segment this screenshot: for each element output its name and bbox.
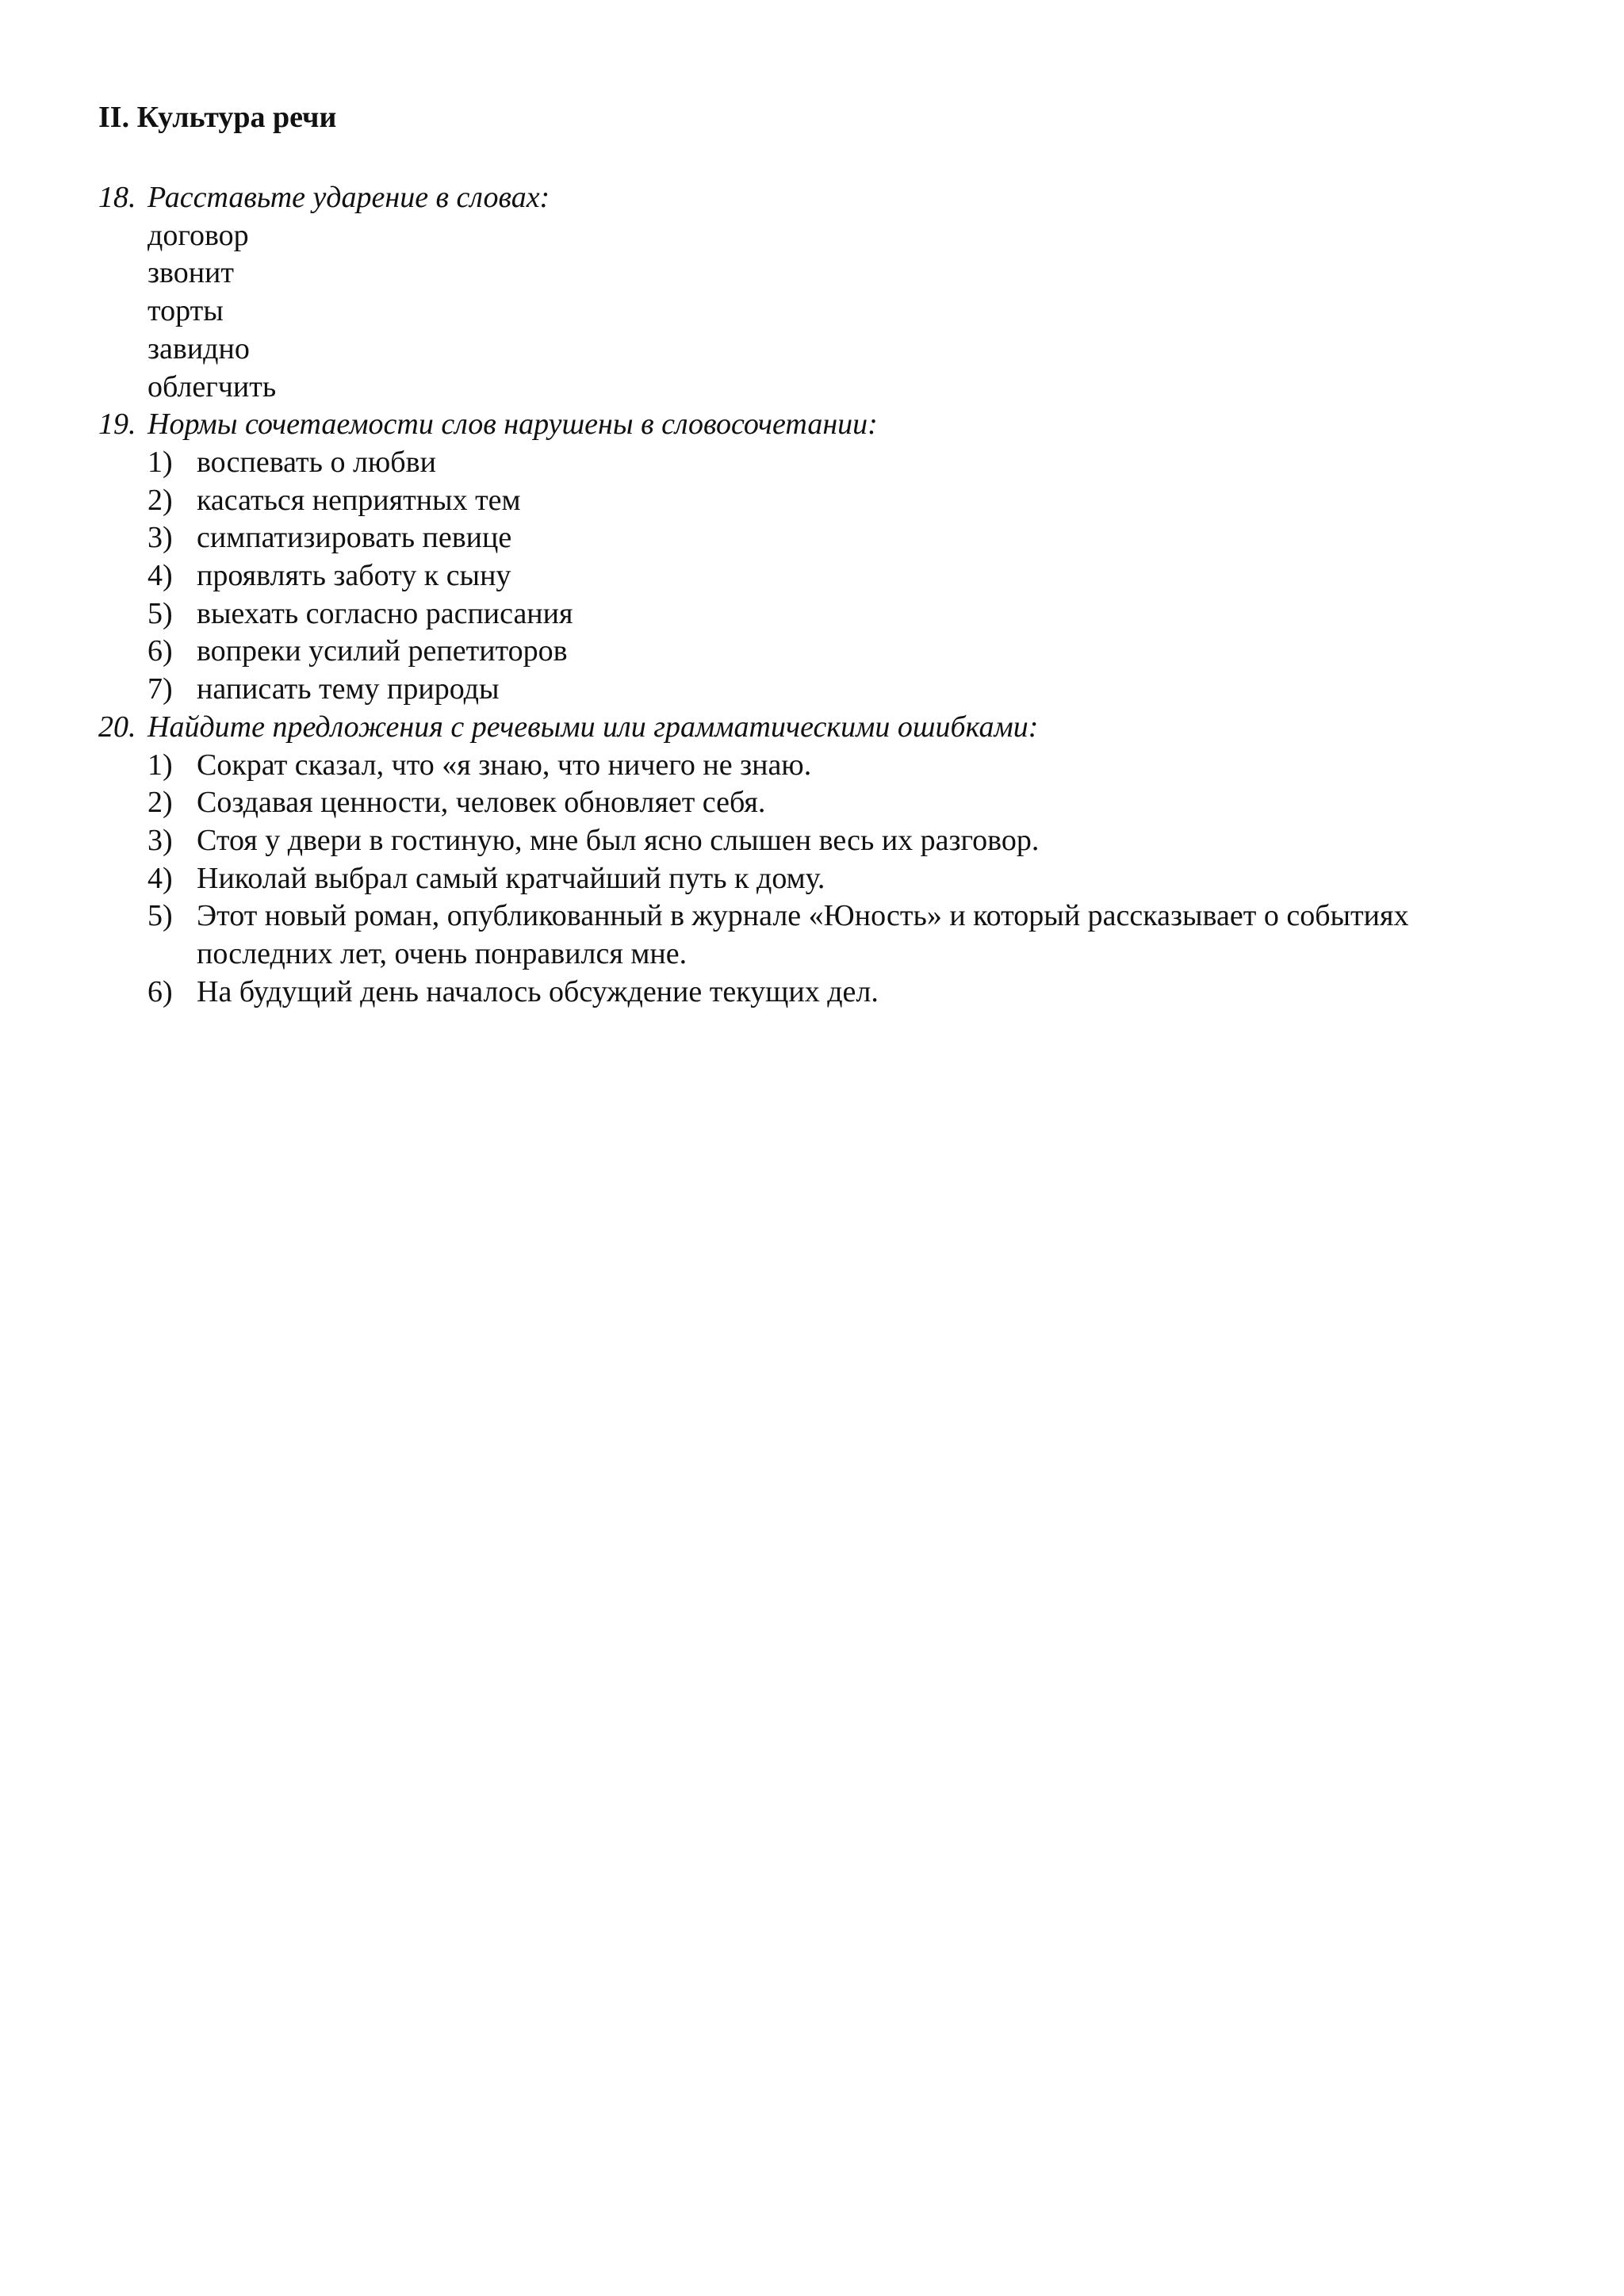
word-item: звонит (147, 256, 234, 290)
option-number: 5) (147, 899, 173, 933)
question-18-prompt (98, 179, 1549, 217)
option-item (98, 860, 1549, 898)
option-item (98, 897, 1549, 973)
option-item (98, 784, 1549, 822)
page-content (98, 94, 1549, 1011)
option-number: 5) (147, 596, 173, 630)
option-text: Этот новый роман, опубликованный в журнале «Юность» и который рассказывает о событиях последних лет, очень понравился мне. (197, 899, 1409, 971)
question-19-text: Нормы сочетаемости слов нарушены в словосочетании: (147, 408, 878, 442)
option-number: 4) (147, 861, 173, 895)
question-18-word-list (98, 217, 1549, 407)
word-item: торты (147, 294, 224, 328)
word-item: завидно (147, 331, 250, 365)
option-text: Стоя у двери в гостиную, мне был ясно слышен весь их разговор. (197, 823, 1040, 857)
option-item (98, 633, 1549, 671)
option-item (98, 557, 1549, 595)
option-item (98, 974, 1549, 1012)
question-19-options (98, 444, 1549, 709)
option-number: 3) (147, 521, 173, 555)
option-text: Создавая ценности, человек обновляет себя. (197, 786, 766, 820)
option-item (98, 747, 1549, 785)
word-item: договор (147, 218, 249, 252)
word-item: облегчить (147, 369, 277, 404)
option-text: Николай выбрал самый кратчайший путь к дому. (197, 861, 825, 895)
option-item (98, 822, 1549, 860)
question-20-number: 20. (98, 710, 136, 744)
option-number: 7) (147, 672, 173, 706)
question-20-prompt (98, 709, 1549, 747)
section-title: II. Культура речи (98, 101, 337, 134)
option-number: 1) (147, 445, 173, 479)
option-text: воспевать о любви (197, 445, 436, 479)
option-text: симпатизировать певице (197, 521, 512, 555)
option-number: 6) (147, 634, 173, 668)
option-number: 4) (147, 559, 173, 593)
question-19-number: 19. (98, 408, 136, 442)
option-item (98, 519, 1549, 557)
option-text: проявлять заботу к сыну (197, 559, 511, 593)
option-number: 2) (147, 786, 173, 820)
option-text: написать тему природы (197, 672, 500, 706)
option-number: 1) (147, 748, 173, 782)
option-text: выехать согласно расписания (197, 596, 573, 630)
question-20-text: Найдите предложения с речевыми или грамматическими ошибками: (147, 710, 1039, 744)
option-number: 2) (147, 483, 173, 517)
option-text: На будущий день началось обсуждение текущих дел. (197, 974, 879, 1008)
option-text: вопреки усилий репетиторов (197, 634, 568, 668)
option-number: 6) (147, 974, 173, 1008)
question-20-options (98, 747, 1549, 1012)
question-18-text: Расставьте ударение в словах: (147, 181, 550, 214)
option-item (98, 671, 1549, 709)
option-number: 3) (147, 823, 173, 857)
option-text: Сократ сказал, что «я знаю, что ничего не знаю. (197, 748, 812, 782)
option-item (98, 482, 1549, 520)
option-item (98, 595, 1549, 633)
option-text: касаться неприятных тем (197, 483, 521, 517)
question-18-number: 18. (98, 181, 136, 214)
question-19-prompt (98, 406, 1549, 444)
option-item (98, 444, 1549, 482)
